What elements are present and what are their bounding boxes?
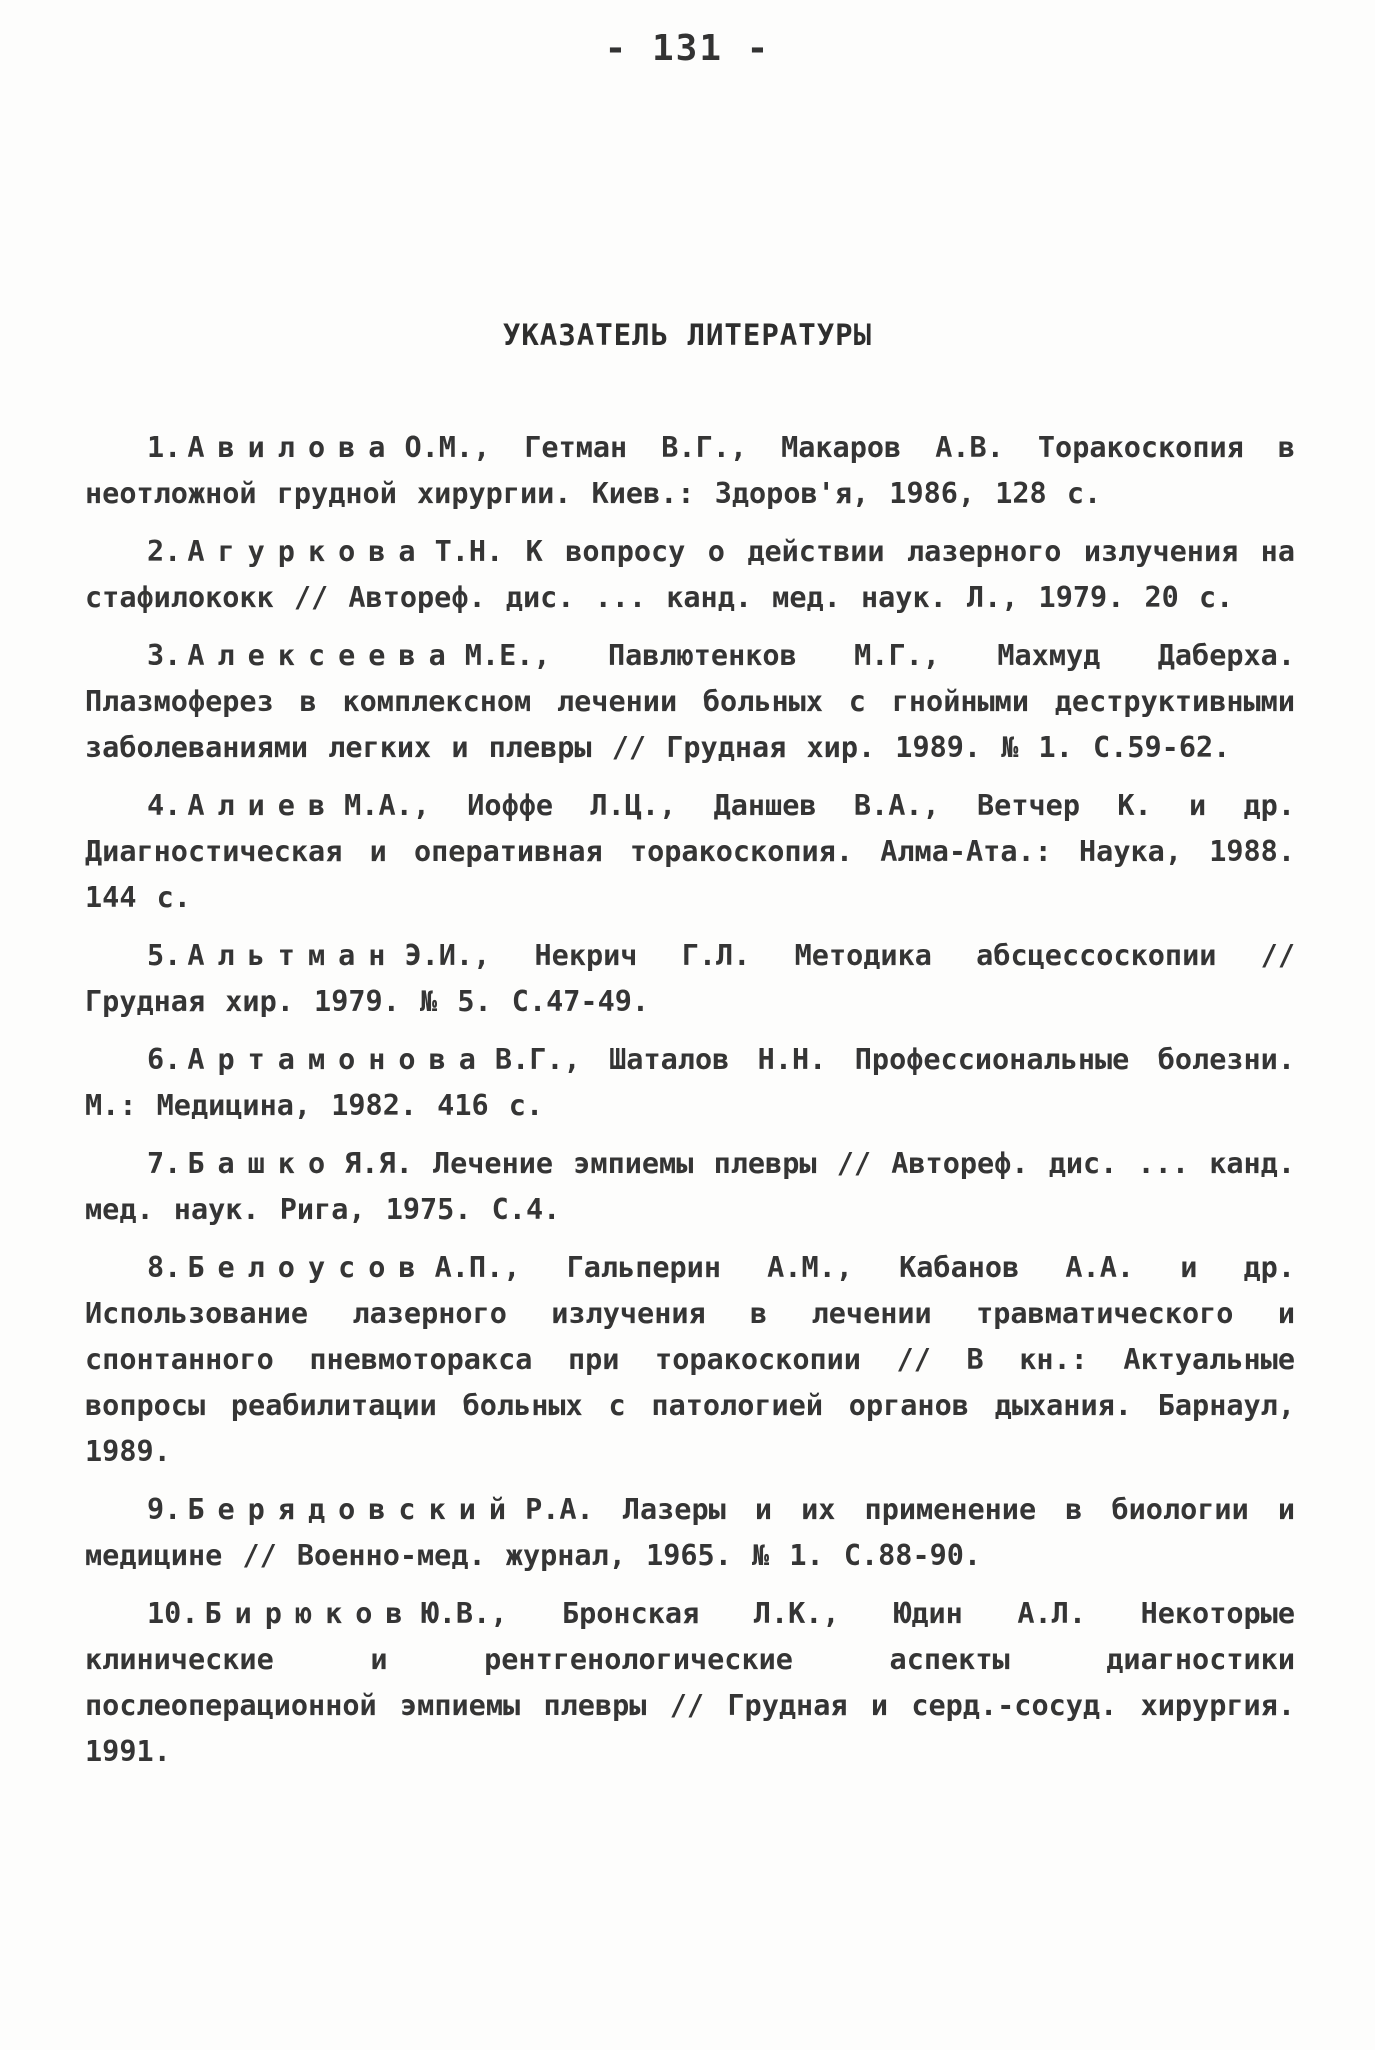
reference-author: Агуркова bbox=[187, 535, 429, 568]
reference-author: Альтман bbox=[187, 939, 399, 972]
page-number: - 131 - bbox=[604, 28, 771, 69]
reference-text: Р.А. Лазеры и их применение в биологии и медицине // Военно-мед. журнал, 1965. № 1. С.88-90. bbox=[85, 1493, 1295, 1572]
reference-author: Бирюков bbox=[204, 1597, 416, 1630]
reference-item bbox=[85, 425, 1295, 517]
reference-text: Э.И., Некрич Г.Л. Методика абсцессоскопии // Грудная хир. 1979. № 5. С.47-49. bbox=[85, 939, 1295, 1018]
reference-author: Алиев bbox=[187, 789, 339, 822]
bibliography-heading: УКАЗАТЕЛЬ ЛИТЕРАТУРЫ bbox=[502, 318, 873, 352]
reference-text: Я.Я. Лечение эмпиемы плевры // Автореф. дис. ... канд. мед. наук. Рига, 1975. С.4. bbox=[85, 1147, 1295, 1226]
reference-author: Берядовский bbox=[187, 1493, 520, 1526]
reference-item bbox=[85, 1487, 1295, 1579]
reference-item bbox=[85, 933, 1295, 1025]
reference-text: Т.Н. К вопросу о действии лазерного излучения на стафилококк // Автореф. дис. ... канд. мед. наук. Л., 1979. 20 с. bbox=[85, 535, 1295, 614]
reference-list bbox=[85, 425, 1295, 1787]
reference-item bbox=[85, 783, 1295, 921]
reference-number: 9. bbox=[147, 1493, 182, 1526]
reference-author: Артамонова bbox=[187, 1043, 489, 1076]
reference-author: Башко bbox=[187, 1147, 339, 1180]
reference-item bbox=[85, 633, 1295, 771]
reference-item bbox=[85, 1591, 1295, 1775]
reference-author: Алексеева bbox=[187, 639, 459, 672]
reference-text: М.Е., Павлютенков М.Г., Махмуд Даберха. Плазмоферез в комплексном лечении больных с гнойными деструктивными заболеваниями легких и плевры // Грудная хир. 1989. № 1. С.59-62. bbox=[85, 639, 1295, 764]
reference-text: Ю.В., Бронская Л.К., Юдин А.Л. Некоторые клинические и рентгенологические аспекты диагностики послеоперационной эмпиемы плевры // Грудная и серд.-сосуд. хирургия. 1991. bbox=[85, 1597, 1295, 1768]
reference-number: 8. bbox=[147, 1251, 182, 1284]
reference-number: 10. bbox=[147, 1597, 199, 1630]
reference-number: 2. bbox=[147, 535, 182, 568]
reference-item bbox=[85, 1037, 1295, 1129]
reference-number: 1. bbox=[147, 431, 182, 464]
reference-item bbox=[85, 1141, 1295, 1233]
reference-number: 3. bbox=[147, 639, 182, 672]
reference-text: А.П., Гальперин А.М., Кабанов А.А. и др. Использование лазерного излучения в лечении травматического и спонтанного пневмоторакса при торакоскопии // В кн.: Актуальные вопросы реабилитации больных с патологией органов дыхания. Барнаул, 1989. bbox=[85, 1251, 1295, 1468]
reference-number: 7. bbox=[147, 1147, 182, 1180]
reference-author: Авилова bbox=[187, 431, 399, 464]
reference-author: Белоусов bbox=[187, 1251, 429, 1284]
reference-text: О.М., Гетман В.Г., Макаров А.В. Торакоскопия в неотложной грудной хирургии. Киев.: Здоров'я, 1986, 128 с. bbox=[85, 431, 1295, 510]
reference-item bbox=[85, 1245, 1295, 1475]
reference-number: 4. bbox=[147, 789, 182, 822]
reference-text: М.А., Иоффе Л.Ц., Даншев В.А., Ветчер К. и др. Диагностическая и оперативная торакоскопия. Алма-Ата.: Наука, 1988. 144 с. bbox=[85, 789, 1295, 914]
reference-text: В.Г., Шаталов Н.Н. Профессиональные болезни. М.: Медицина, 1982. 416 с. bbox=[85, 1043, 1295, 1122]
reference-number: 5. bbox=[147, 939, 182, 972]
reference-item bbox=[85, 529, 1295, 621]
reference-number: 6. bbox=[147, 1043, 182, 1076]
